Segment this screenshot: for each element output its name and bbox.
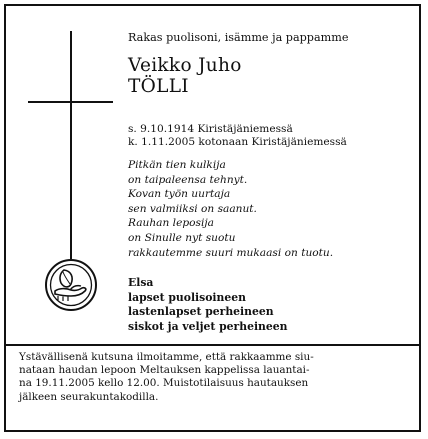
notice-line: Ystävällisenä kutsuna ilmoitamme, että rakkaamme siu- [19,351,314,363]
deceased-first-names: Veikko Juho [128,55,242,76]
birth-date: s. 9.10.1914 Kiristäjäniemessä [128,123,293,135]
mourner-entry: Elsa [128,276,154,289]
intro-line: Rakas puolisoni, isämme ja pappamme [128,31,349,44]
poem-line: on taipaleensa tehnyt. [128,173,248,186]
notice-line: jälkeen seurakuntakodilla. [19,390,159,403]
memorial-poem [128,158,418,260]
life-dates [128,123,418,149]
funeral-notice [19,351,407,404]
poem-line: Rauhan leposija [128,217,214,230]
mourner-entry: lastenlapset perheineen [128,305,274,319]
mourner-entry: lapset puolisoineen [128,290,246,304]
cross-icon-horizontal-bar [28,101,113,103]
deceased-name [128,55,418,97]
poem-line: Pitkän tien kulkija [128,159,226,171]
section-divider [6,344,419,346]
deceased-surname: TÖLLI [128,76,189,97]
poem-line: rakkautemme suuri mukaasi on tuotu. [128,246,334,259]
cross-icon-vertical-bar [70,31,72,259]
poem-line: sen valmiiksi on saanut. [128,202,257,215]
mourner-entry: siskot ja veljet perheineen [128,319,288,333]
mourners-list [128,276,418,334]
poem-line: Kovan työn uurtaja [128,188,231,201]
hand-leaf-emblem-icon [44,258,98,316]
death-date: k. 1.11.2005 kotonaan Kiristäjäniemessä [128,136,347,148]
notice-line: nataan haudan lepoon Meltauksen kappelissa lauantai- [19,364,310,377]
poem-line: on Sinulle nyt suotu [128,231,236,244]
notice-line: na 19.11.2005 kello 12.00. Muistotilaisuus hautauksen [19,377,309,390]
